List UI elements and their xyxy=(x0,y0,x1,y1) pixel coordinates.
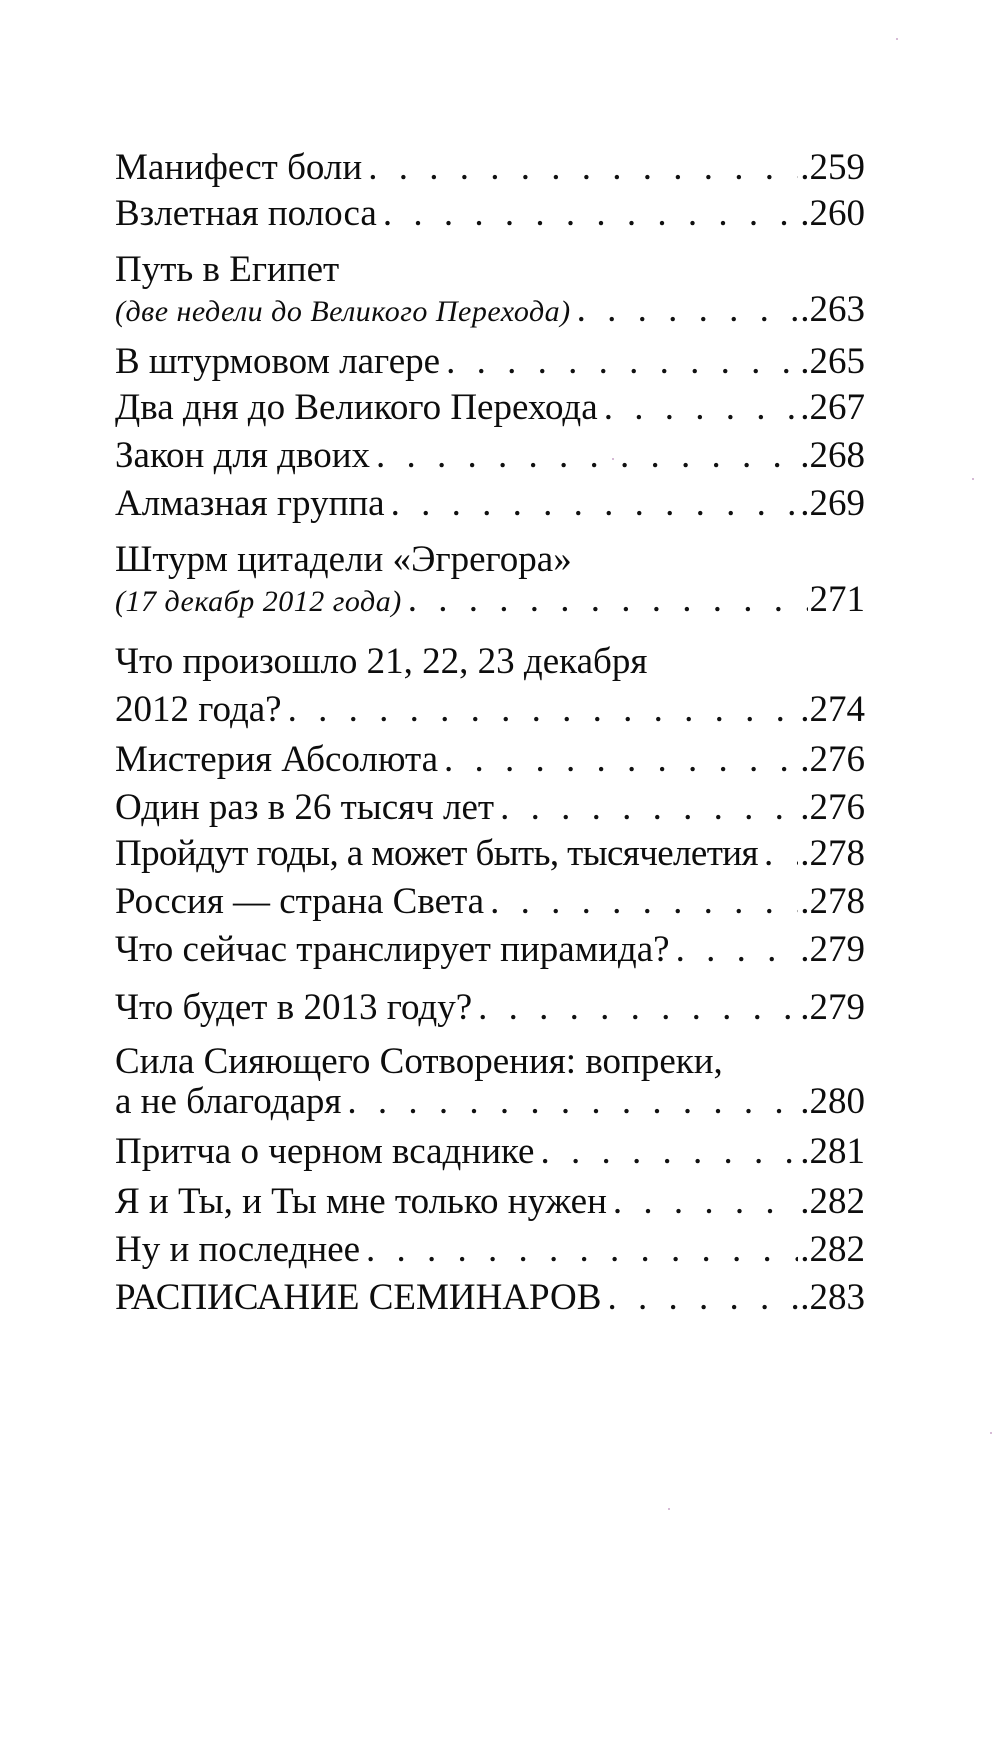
toc-entry xyxy=(115,1132,865,1172)
toc-entry-page: 271 xyxy=(809,579,865,620)
toc-entry xyxy=(115,342,865,382)
scan-speck xyxy=(612,458,614,460)
dot-leader xyxy=(758,834,798,874)
toc-entry-page: .269 xyxy=(800,483,865,524)
toc-entry-title: Алмазная группа xyxy=(115,483,385,524)
toc-entry-title: Я и Ты, и Ты мне только нужен xyxy=(115,1181,607,1222)
toc-entry xyxy=(115,388,865,428)
toc-entry xyxy=(115,788,865,828)
toc-entry-title: Закон для двоих xyxy=(115,435,371,476)
dot-leader xyxy=(402,580,808,620)
toc-entry-title: В штурмовом лагере xyxy=(115,341,441,382)
toc-entry-page: .282 xyxy=(800,1229,865,1270)
toc-entry-title: Что произошло 21, 22, 23 декабря xyxy=(115,641,648,682)
toc-entry-title: Россия — страна Света xyxy=(115,881,485,922)
scan-speck xyxy=(896,38,898,40)
toc-entry xyxy=(115,484,865,524)
dot-leader xyxy=(385,484,799,524)
toc-entry xyxy=(115,436,865,476)
toc-entry xyxy=(115,1182,865,1222)
dot-leader xyxy=(377,194,798,234)
toc-entry-page: .267 xyxy=(800,387,865,428)
toc-entry-subtitle: (две недели до Великого Перехода) xyxy=(115,295,571,328)
toc-entry-page: .279 xyxy=(800,987,865,1028)
toc-entry-page: .278 xyxy=(800,881,865,922)
dot-leader xyxy=(362,148,798,188)
dot-leader xyxy=(438,740,798,780)
toc-entry-title: Ну и последнее xyxy=(115,1229,361,1270)
toc-entry-page: .282 xyxy=(800,1181,865,1222)
dot-leader xyxy=(670,930,799,970)
toc-entry-page: .276 xyxy=(800,739,865,780)
dot-leader xyxy=(607,1182,798,1222)
toc-entry xyxy=(115,250,865,332)
toc-entry-title: Пройдут годы, а может быть, тысячелетия xyxy=(115,833,758,874)
toc-entry-page: .278 xyxy=(800,833,865,874)
toc-entry-title: Один раз в 26 тысяч лет xyxy=(115,787,495,828)
toc-entry-title: Путь в Египет xyxy=(115,249,340,290)
toc-entry xyxy=(115,148,865,188)
dot-leader xyxy=(494,788,798,828)
dot-leader xyxy=(341,1082,798,1122)
toc-entry-page: .280 xyxy=(800,1081,865,1122)
toc-entry-page: .260 xyxy=(800,193,865,234)
toc-entry-subtitle: (17 декабр 2012 года) xyxy=(115,585,402,618)
toc-entry-title: Манифест боли xyxy=(115,147,363,188)
toc-entry-title: РАСПИСАНИЕ СЕМИНАРОВ xyxy=(115,1277,602,1318)
toc-entry xyxy=(115,194,865,234)
dot-leader xyxy=(484,882,798,922)
toc-entry xyxy=(115,1278,865,1318)
dot-leader xyxy=(601,1278,798,1318)
toc-entry-page: .276 xyxy=(800,787,865,828)
dot-leader xyxy=(571,290,799,330)
scan-speck xyxy=(668,1508,670,1510)
toc-entry xyxy=(115,740,865,780)
scan-speck xyxy=(972,478,974,480)
toc-entry-page: .263 xyxy=(800,289,865,330)
toc-entry-title: Взлетная полоса xyxy=(115,193,377,234)
dot-leader xyxy=(472,988,798,1028)
toc-entry-title-continued: а не благодаря xyxy=(115,1081,342,1122)
toc-entry-title: Притча о черном всаднике xyxy=(115,1131,535,1172)
toc-entry-title: Два дня до Великого Перехода xyxy=(115,387,598,428)
dot-leader xyxy=(534,1132,798,1172)
toc-entry-title: Штурм цитадели «Эгрегора» xyxy=(115,539,572,580)
toc-entry xyxy=(115,930,865,970)
dot-leader xyxy=(370,436,798,476)
toc-entry-title: Что сейчас транслирует пирамида? xyxy=(115,929,670,970)
dot-leader xyxy=(360,1230,798,1270)
dot-leader xyxy=(440,342,798,382)
toc-entry-title: Что будет в 2013 году? xyxy=(115,987,473,1028)
toc-entry-title: Сила Сияющего Сотворения: вопреки, xyxy=(115,1041,723,1082)
toc-entry xyxy=(115,540,865,622)
toc-entry-page: .281 xyxy=(800,1131,865,1172)
toc-entry xyxy=(115,988,865,1028)
toc-entry xyxy=(115,834,865,874)
toc-entry-title: Мистерия Абсолюта xyxy=(115,739,439,780)
toc-entry-page: .259 xyxy=(800,147,865,188)
toc-entry-page: .279 xyxy=(800,929,865,970)
scan-speck xyxy=(990,1432,992,1434)
toc-entry xyxy=(115,882,865,922)
dot-leader xyxy=(598,388,799,428)
toc-entry-page: .265 xyxy=(800,341,865,382)
toc-entry xyxy=(115,1042,865,1122)
toc-entry-page: .268 xyxy=(800,435,865,476)
toc-entry-page: .274 xyxy=(800,689,865,730)
toc-entry-title-continued: 2012 года? xyxy=(115,689,282,730)
toc-entry xyxy=(115,642,865,730)
toc-entry-page: .283 xyxy=(800,1277,865,1318)
toc-entry xyxy=(115,1230,865,1270)
dot-leader xyxy=(282,690,799,730)
